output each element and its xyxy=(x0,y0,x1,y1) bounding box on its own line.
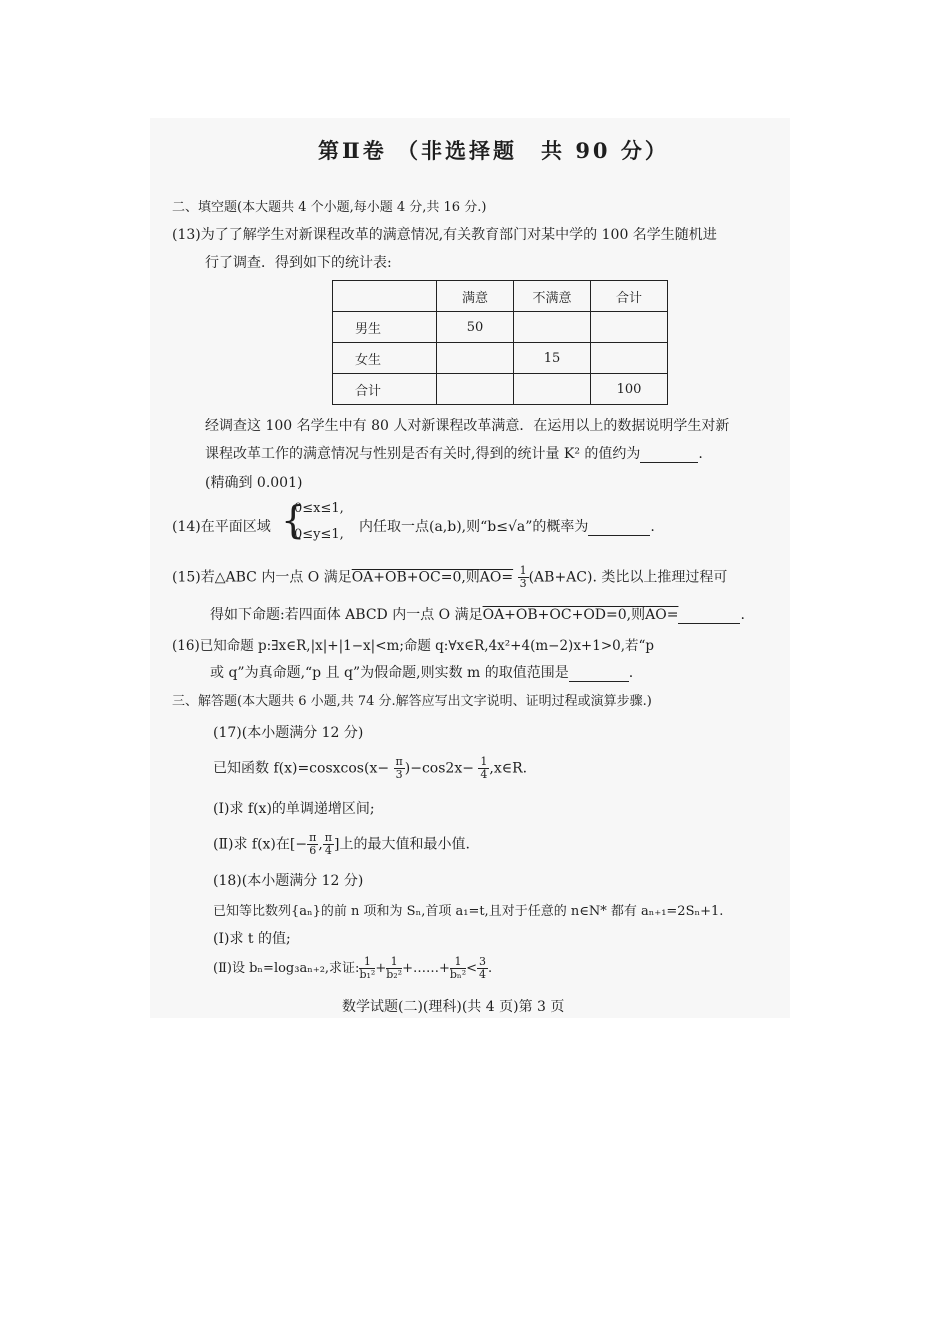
q15-l2b: OA+OB+OC+OD=0,则 xyxy=(482,607,646,623)
table-cell xyxy=(514,312,591,343)
fraction xyxy=(323,832,334,857)
q17-part2 xyxy=(213,832,470,857)
table-cell: 满意 xyxy=(437,281,514,312)
table-cell xyxy=(437,374,514,405)
q17-p2a: (Ⅱ)求 f(x)在[− xyxy=(213,836,308,853)
q16-end: . xyxy=(628,665,634,681)
q14-sys1: 0≤x≤1, xyxy=(294,501,344,516)
q14-end: . xyxy=(650,519,655,535)
frac-den: 4 xyxy=(479,968,487,981)
q17-stmt xyxy=(213,756,527,781)
table-row xyxy=(333,374,668,405)
q13-after2: 课程改革工作的满意情况与性别是否有关时,得到的统计量 K² 的值约为 xyxy=(205,446,641,462)
less-than: < xyxy=(466,961,478,976)
q17-title: (17)(本小题满分 12 分) xyxy=(213,725,364,741)
q15-l1a: (15)若△ABC 内一点 O 满足 xyxy=(172,569,352,586)
q18-stmt: 已知等比数列{aₙ}的前 n 项和为 Sₙ,首项 a₁=t,且对于任意的 n∈N* 都有 aₙ₊₁=2Sₙ+1. xyxy=(213,904,724,919)
table-cell: 50 xyxy=(437,312,514,343)
answer-blank xyxy=(569,665,629,682)
frac-num: π xyxy=(324,831,333,844)
table-cell: 男生 xyxy=(333,312,437,343)
q13-after2-end: . xyxy=(698,446,703,462)
frac-den: bₙ² xyxy=(449,968,467,981)
fraction xyxy=(307,832,318,857)
q16-l2: 或 q”为真命题,“p 且 q”为假命题,则实数 m 的取值范围是 xyxy=(210,665,569,681)
answer-blank xyxy=(588,519,650,536)
frac-den: b₁² xyxy=(359,968,376,981)
fraction xyxy=(477,956,488,981)
fraction xyxy=(478,756,489,781)
q13-after3: (精确到 0.001) xyxy=(205,475,303,491)
q18-p2a: (Ⅱ)设 bₙ=log₃aₙ₊₂,求证: xyxy=(213,961,360,976)
frac-den: 4 xyxy=(480,768,488,781)
q15-l2c: AO= xyxy=(645,607,679,623)
answer-blank xyxy=(678,607,740,624)
q15-line1 xyxy=(172,565,727,590)
fraction xyxy=(394,756,405,781)
frac-den: 3 xyxy=(519,577,527,590)
table-cell xyxy=(514,374,591,405)
q17-stmt-b: )−cos2x− xyxy=(404,760,474,777)
q18-end: . xyxy=(488,961,493,976)
frac-num: 1 xyxy=(386,956,402,969)
fraction xyxy=(450,956,466,981)
frac-num: π xyxy=(309,831,317,844)
q14-rest xyxy=(359,516,655,536)
table-header-row xyxy=(333,281,668,312)
fraction xyxy=(386,956,402,981)
frac-num: π xyxy=(395,755,403,768)
q15-l1c: AO= xyxy=(479,569,514,586)
frac-num: 3 xyxy=(479,955,487,968)
q13-after2-line xyxy=(205,443,703,463)
q16-line2 xyxy=(210,662,633,682)
q14-suffix: 内任取一点(a,b),则“b≤√a”的概率为 xyxy=(359,519,589,535)
plus-sign: + xyxy=(375,961,387,976)
fraction xyxy=(518,565,529,590)
q18-part1: (Ⅰ)求 t 的值; xyxy=(213,931,291,947)
q14-sys2: 0≤y≤1, xyxy=(294,527,344,542)
dots: +……+ xyxy=(402,961,450,976)
table-cell: 100 xyxy=(591,374,668,405)
q18-part2 xyxy=(213,956,492,981)
fraction xyxy=(359,956,375,981)
section2-heading: 二、填空题(本大题共 4 个小题,每小题 4 分,共 16 分.) xyxy=(172,200,487,215)
frac-den: b₂² xyxy=(386,968,403,981)
table-cell xyxy=(591,312,668,343)
q15-l2a: 得如下命题:若四面体 ABCD 内一点 O 满足 xyxy=(210,607,483,623)
table-cell xyxy=(437,343,514,374)
page-title: 第Ⅱ卷 （非选择题 共 90 分） xyxy=(318,138,669,163)
q15-l1d: (AB+AC). 类比以上推理过程可 xyxy=(528,569,728,586)
frac-den: 6 xyxy=(309,844,317,857)
q15-line2 xyxy=(210,604,745,624)
table-cell: 女生 xyxy=(333,343,437,374)
table-cell: 合计 xyxy=(333,374,437,405)
stat-table xyxy=(332,280,668,405)
table-cell xyxy=(333,281,437,312)
frac-num: 1 xyxy=(519,564,527,577)
frac-num: 1 xyxy=(450,956,466,969)
frac-num: 1 xyxy=(480,755,488,768)
section3-heading: 三、解答题(本大题共 6 小题,共 74 分.解答应写出文字说明、证明过程或演算步骤.) xyxy=(172,694,652,709)
q15-l1b: OA+OB+OC=0,则 xyxy=(351,569,480,586)
table-row xyxy=(333,312,668,343)
page-footer: 数学试题(二)(理科)(共 4 页)第 3 页 xyxy=(342,999,565,1015)
q15-l2end: . xyxy=(740,607,745,623)
q13-line1: (13)为了了解学生对新课程改革的满意情况,有关教育部门对某中学的 100 名学生随机进 xyxy=(172,227,717,243)
q17-p2b: , xyxy=(318,836,323,853)
left-brace: { xyxy=(281,498,306,542)
frac-den: 4 xyxy=(324,844,332,857)
frac-den: 3 xyxy=(395,768,403,781)
q16-line1: (16)已知命题 p:∃x∈R,|x|+|1−x|<m;命题 q:∀x∈R,4x²+4(m−2)x+1>0,若“p xyxy=(172,638,655,654)
table-cell: 不满意 xyxy=(514,281,591,312)
q17-part1: (Ⅰ)求 f(x)的单调递增区间; xyxy=(213,801,375,817)
q14-prefix: (14)在平面区域 xyxy=(172,519,271,535)
frac-num: 1 xyxy=(359,956,375,969)
table-row xyxy=(333,343,668,374)
q17-stmt-c: ,x∈R. xyxy=(489,760,528,777)
q17-p2c: ]上的最大值和最小值. xyxy=(334,836,470,853)
table-cell: 15 xyxy=(514,343,591,374)
table-cell xyxy=(591,343,668,374)
q13-line2: 行了调查．得到如下的统计表: xyxy=(205,255,392,271)
q17-stmt-a: 已知函数 f(x)=cosxcos(x− xyxy=(213,760,390,777)
table-cell: 合计 xyxy=(591,281,668,312)
q18-title: (18)(本小题满分 12 分) xyxy=(213,873,364,889)
q13-after1: 经调查这 100 名学生中有 80 人对新课程改革满意．在运用以上的数据说明学生对新 xyxy=(205,418,730,434)
answer-blank xyxy=(640,446,698,463)
